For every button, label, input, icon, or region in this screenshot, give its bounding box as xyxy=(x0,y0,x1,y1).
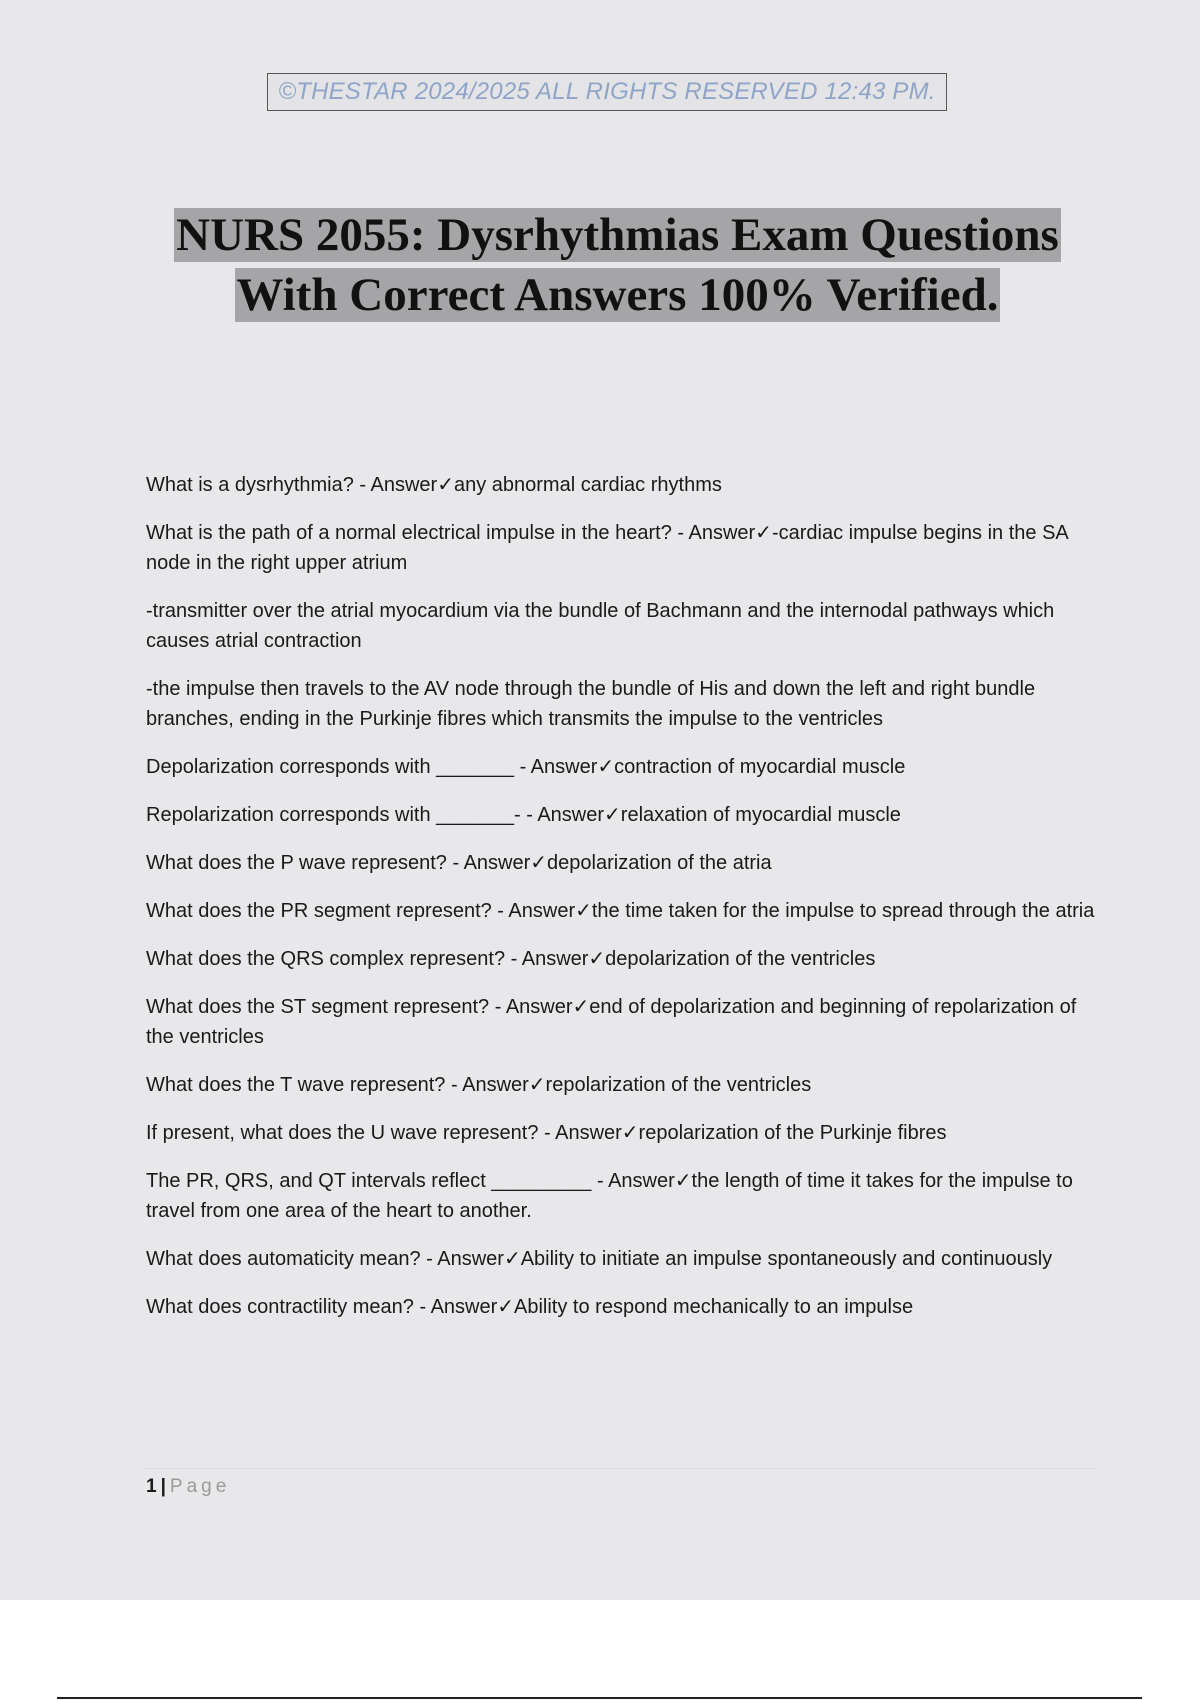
qa-item: What does the PR segment represent? - Answer✓the time taken for the impulse to spread through the atria xyxy=(146,900,1095,922)
title-line-2: With Correct Answers 100% Verified. xyxy=(236,269,999,321)
qa-item: If present, what does the U wave represent? - Answer✓repolarization of the Purkinje fibres xyxy=(146,1122,947,1144)
page-label: Page xyxy=(169,1476,231,1497)
qa-item: -the impulse then travels to the AV node through the bundle of His and down the left and right bundle branches, ending in the Purkinje fibres which transmits the impulse to the ventricles xyxy=(146,678,1036,730)
qa-item: What does the QRS complex represent? - Answer✓depolarization of the ventricles xyxy=(146,948,876,970)
bottom-rule xyxy=(57,1697,1142,1699)
page-footer xyxy=(146,1474,230,1500)
qa-item: What does contractility mean? - Answer✓Ability to respond mechanically to an impulse xyxy=(146,1296,914,1318)
footer-divider xyxy=(146,1468,1096,1469)
qa-item: What does the ST segment represent? - Answer✓end of depolarization and beginning of repolarization of the ventricles xyxy=(146,996,1077,1048)
qa-item: What is the path of a normal electrical impulse in the heart? - Answer✓-cardiac impulse begins in the SA node in the right upper atrium xyxy=(146,522,1068,574)
qa-item: What does the T wave represent? - Answer✓repolarization of the ventricles xyxy=(146,1074,812,1096)
page-number: 1 xyxy=(146,1476,157,1497)
qa-list xyxy=(146,470,1096,1340)
page-separator: | xyxy=(160,1476,166,1497)
qa-item: Repolarization corresponds with _______- - Answer✓relaxation of myocardial muscle xyxy=(146,804,901,826)
copyright-banner: ©THESTAR 2024/2025 ALL RIGHTS RESERVED 12:43 PM. xyxy=(267,73,947,111)
qa-item: What is a dysrhythmia? - Answer✓any abnormal cardiac rhythms xyxy=(146,474,722,496)
document-title xyxy=(100,205,1135,325)
title-line-1: NURS 2055: Dysrhythmias Exam Questions xyxy=(176,209,1059,261)
qa-item: The PR, QRS, and QT intervals reflect _________ - Answer✓the length of time it takes for the impulse to travel from one area of the heart to another. xyxy=(146,1170,1073,1222)
qa-item: What does automaticity mean? - Answer✓Ability to initiate an impulse spontaneously and continuously xyxy=(146,1248,1053,1270)
qa-item: -transmitter over the atrial myocardium via the bundle of Bachmann and the internodal pathways which causes atrial contraction xyxy=(146,600,1055,652)
qa-item: What does the P wave represent? - Answer✓depolarization of the atria xyxy=(146,852,772,874)
qa-item: Depolarization corresponds with _______ - Answer✓contraction of myocardial muscle xyxy=(146,756,906,778)
